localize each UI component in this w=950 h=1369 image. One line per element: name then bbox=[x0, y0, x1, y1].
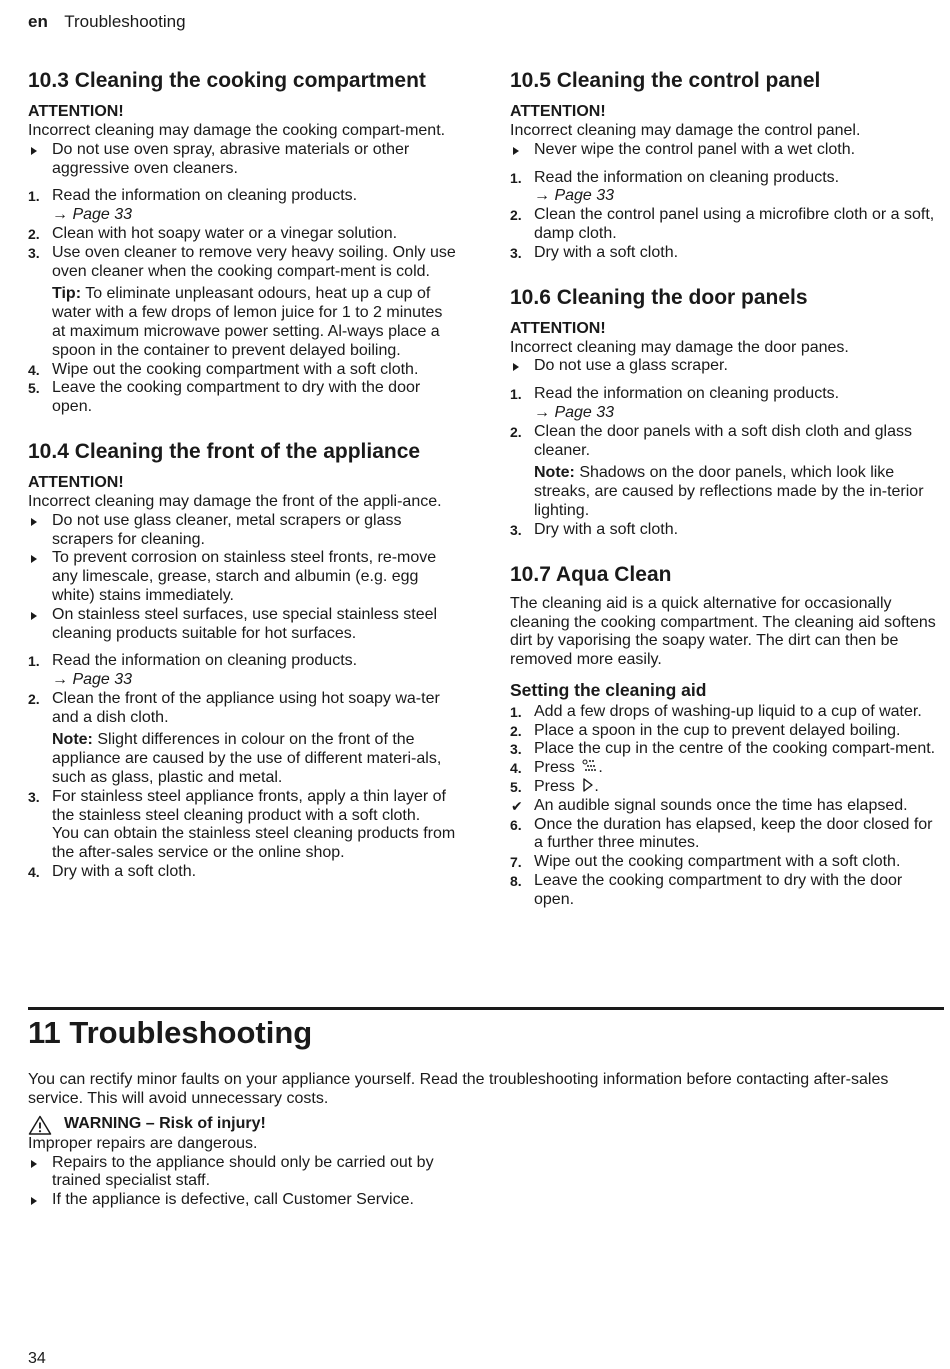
step-text: Wipe out the cooking compartment with a soft cloth. bbox=[52, 360, 419, 378]
section-title: 10.6 Cleaning the door panels bbox=[510, 285, 808, 309]
section-title: 10.4 Cleaning the front of the appliance bbox=[28, 439, 421, 463]
section-10-6 bbox=[510, 285, 944, 540]
step-list bbox=[510, 385, 944, 539]
attention-text: Incorrect cleaning may damage the door panes. bbox=[510, 338, 849, 356]
step-text: Read the information on cleaning products. bbox=[534, 385, 840, 403]
step-item bbox=[28, 361, 460, 380]
note-text: Slight differences in colour on the front of the appliance are caused by the use of different materi-als, such as glass, plastic and metal. bbox=[52, 731, 442, 787]
step-number: 2. bbox=[510, 423, 522, 440]
section-10-7 bbox=[510, 562, 944, 910]
section-title: 10.7 Aqua Clean bbox=[510, 562, 672, 586]
chapter-divider bbox=[28, 1007, 944, 1010]
bullet-item: Do not use oven spray, abrasive materials or other aggressive oven cleaners. bbox=[28, 141, 460, 179]
step-number: 5. bbox=[28, 380, 40, 397]
page-reference-link[interactable]: → Page 33 bbox=[534, 187, 615, 205]
step-number: 1. bbox=[510, 169, 522, 186]
step-number: 3. bbox=[28, 244, 40, 261]
step-item bbox=[28, 788, 460, 863]
step-number: 3. bbox=[510, 521, 522, 538]
step-extra-text: You can obtain the stainless steel cleaning products from the after-sales service or the online shop. bbox=[52, 825, 456, 862]
attention-text: Incorrect cleaning may damage the cooking compart-ment. bbox=[28, 121, 446, 139]
step-tail: . bbox=[594, 778, 599, 796]
step-item bbox=[510, 423, 944, 521]
step-item bbox=[28, 652, 460, 690]
page-reference-link[interactable]: → Page 33 bbox=[52, 206, 133, 224]
bullet-item: If the appliance is defective, call Customer Service. bbox=[28, 1191, 460, 1210]
step-item bbox=[510, 722, 944, 741]
step-item bbox=[510, 206, 944, 244]
attention-label: ATTENTION! bbox=[510, 319, 606, 337]
page-header bbox=[28, 12, 186, 32]
note-label: Note: bbox=[534, 464, 575, 482]
section-10-3 bbox=[28, 68, 460, 417]
step-text: Dry with a soft cloth. bbox=[534, 243, 679, 261]
step-item bbox=[28, 863, 460, 882]
step-text: Place the cup in the centre of the cooking compart-ment. bbox=[534, 740, 936, 758]
section-10-4 bbox=[28, 439, 460, 882]
step-text: Read the information on cleaning products. bbox=[52, 187, 358, 205]
step-item bbox=[510, 778, 944, 797]
result-text: An audible signal sounds once the time has elapsed. bbox=[534, 796, 908, 814]
page-reference-link[interactable]: → Page 33 bbox=[52, 671, 133, 689]
step-text: Once the duration has elapsed, keep the door closed for a further three minutes. bbox=[534, 815, 933, 852]
aquaclean-icon bbox=[582, 759, 598, 773]
step-text: Read the information on cleaning products. bbox=[52, 652, 358, 670]
step-number: 2. bbox=[510, 207, 522, 224]
section-title: 10.5 Cleaning the control panel bbox=[510, 69, 821, 92]
step-text: For stainless steel appliance fronts, apply a thin layer of the stainless steel cleaning product with a soft cloth. bbox=[52, 787, 446, 824]
chapter-title: 11 Troubleshooting bbox=[28, 1015, 313, 1050]
bullet-list bbox=[28, 141, 460, 179]
note-block bbox=[534, 464, 944, 520]
subsection-title: Setting the cleaning aid bbox=[510, 679, 707, 700]
step-text: Leave the cooking compartment to dry with the door open. bbox=[534, 872, 903, 908]
bullet-list bbox=[510, 141, 944, 160]
step-number: 2. bbox=[28, 225, 40, 242]
attention-label: ATTENTION! bbox=[510, 103, 606, 121]
warning-triangle-icon bbox=[28, 1115, 52, 1135]
note-label: Note: bbox=[52, 731, 93, 749]
step-number: 3. bbox=[510, 244, 522, 261]
step-number: 1. bbox=[510, 703, 522, 720]
header-title: Troubleshooting bbox=[64, 12, 186, 31]
step-number: 3. bbox=[28, 788, 40, 805]
attention-text: Incorrect cleaning may damage the control panel. bbox=[510, 121, 861, 139]
step-text: Read the information on cleaning products. bbox=[534, 168, 840, 186]
step-list bbox=[510, 169, 944, 263]
attention-label: ATTENTION! bbox=[28, 103, 124, 121]
intro-text: You can rectify minor faults on your appliance yourself. Read the troubleshooting information before contacting after-sales service. This will avoid unnecessary costs. bbox=[28, 1071, 889, 1107]
bullet-item: On stainless steel surfaces, use special stainless steel cleaning products suitable for hot surfaces. bbox=[28, 606, 460, 644]
step-number: 4. bbox=[28, 361, 40, 378]
step-number: 1. bbox=[510, 386, 522, 403]
step-text: Place a spoon in the cup to prevent delayed boiling. bbox=[534, 721, 901, 739]
bullet-item: Repairs to the appliance should only be carried out by trained specialist staff. bbox=[28, 1154, 460, 1192]
bullet-list bbox=[510, 357, 944, 376]
tip-text: To eliminate unpleasant odours, heat up a cup of water with a few drops of lemon juice for 1 to 2 minutes at maximum microwave power setting. Al-ways place a spoon in the container to prevent delayed boiling. bbox=[52, 285, 443, 359]
step-item bbox=[510, 703, 944, 722]
step-list bbox=[510, 703, 944, 910]
step-item bbox=[28, 690, 460, 788]
warning-text: Improper repairs are dangerous. bbox=[28, 1134, 258, 1152]
bullet-list bbox=[28, 1154, 460, 1210]
step-number: 2. bbox=[510, 722, 522, 739]
note-text: Shadows on the door panels, which look like streaks, are caused by reflections made by the in-terior lighting. bbox=[534, 464, 924, 519]
step-number: 8. bbox=[510, 873, 522, 890]
step-item bbox=[28, 187, 460, 225]
step-text: Wipe out the cooking compartment with a soft cloth. bbox=[534, 853, 901, 871]
step-item bbox=[510, 740, 944, 759]
step-text: Clean the door panels with a soft dish cloth and glass cleaner. bbox=[534, 422, 913, 459]
step-item bbox=[510, 244, 944, 263]
step-list bbox=[28, 652, 460, 882]
step-tail: . bbox=[598, 759, 603, 777]
step-text: Dry with a soft cloth. bbox=[534, 520, 679, 538]
step-item bbox=[28, 244, 460, 361]
step-text: Press bbox=[534, 778, 575, 796]
step-item bbox=[510, 759, 944, 778]
step-item bbox=[510, 385, 944, 423]
bullet-list bbox=[28, 512, 460, 644]
warning-heading bbox=[28, 1115, 944, 1135]
attention-text: Incorrect cleaning may damage the front of the appli-ance. bbox=[28, 492, 442, 510]
step-item bbox=[510, 872, 944, 910]
section-11-troubleshooting bbox=[28, 1014, 944, 1210]
intro-text: The cleaning aid is a quick alternative for occasionally cleaning the cooking compartment. The cleaning aid softens dirt by vaporising the soapy water. The dirt can then be removed more easily. bbox=[510, 594, 936, 669]
note-block bbox=[52, 731, 460, 787]
start-icon bbox=[582, 778, 594, 792]
page-number: 34 bbox=[28, 1350, 46, 1367]
left-column bbox=[28, 68, 460, 904]
step-number: 6. bbox=[510, 816, 522, 833]
result-item bbox=[510, 797, 944, 816]
page-reference-link[interactable]: → Page 33 bbox=[534, 403, 615, 421]
step-number: 2. bbox=[28, 690, 40, 707]
right-column bbox=[510, 68, 944, 932]
bullet-item: Never wipe the control panel with a wet cloth. bbox=[510, 141, 944, 160]
step-number: 1. bbox=[28, 188, 40, 205]
step-item bbox=[510, 853, 944, 872]
step-number: 4. bbox=[510, 760, 522, 777]
step-item bbox=[510, 521, 944, 540]
step-text: Add a few drops of washing-up liquid to a cup of water. bbox=[534, 702, 922, 720]
step-text: Press bbox=[534, 759, 575, 777]
check-icon: ✔ bbox=[511, 797, 523, 814]
step-text: Use oven cleaner to remove very heavy soiling. Only use oven cleaner when the cooking compart-ment is cold. bbox=[52, 243, 456, 280]
tip-block bbox=[52, 285, 460, 360]
step-number: 5. bbox=[510, 779, 522, 796]
bullet-item: Do not use a glass scraper. bbox=[510, 357, 944, 376]
section-title: 10.3 Cleaning the cooking compartment bbox=[28, 69, 426, 92]
tip-label: Tip: bbox=[52, 285, 82, 303]
step-number: 1. bbox=[28, 653, 40, 670]
step-text: Clean the front of the appliance using hot soapy wa-ter and a dish cloth. bbox=[52, 689, 440, 726]
step-text: Clean the control panel using a microfibre cloth or a soft, damp cloth. bbox=[534, 206, 935, 242]
bullet-item: Do not use glass cleaner, metal scrapers or glass scrapers for cleaning. bbox=[28, 512, 460, 550]
language-code: en bbox=[28, 12, 48, 31]
warning-title: WARNING – Risk of injury! bbox=[64, 1115, 266, 1133]
step-number: 4. bbox=[28, 864, 40, 881]
step-number: 3. bbox=[510, 741, 522, 758]
step-text: Dry with a soft cloth. bbox=[52, 863, 197, 881]
step-item bbox=[510, 816, 944, 854]
bullet-item: To prevent corrosion on stainless steel fronts, re-move any limescale, grease, starch and albumin (e.g. egg white) stains immediately. bbox=[28, 549, 460, 605]
step-item bbox=[28, 379, 460, 417]
step-item bbox=[510, 169, 944, 207]
section-10-5 bbox=[510, 68, 944, 263]
attention-label: ATTENTION! bbox=[28, 474, 124, 492]
step-number: 7. bbox=[510, 854, 522, 871]
step-item bbox=[28, 225, 460, 244]
step-list bbox=[28, 187, 460, 417]
step-text: Leave the cooking compartment to dry with the door open. bbox=[52, 379, 421, 416]
step-text: Clean with hot soapy water or a vinegar solution. bbox=[52, 224, 398, 242]
